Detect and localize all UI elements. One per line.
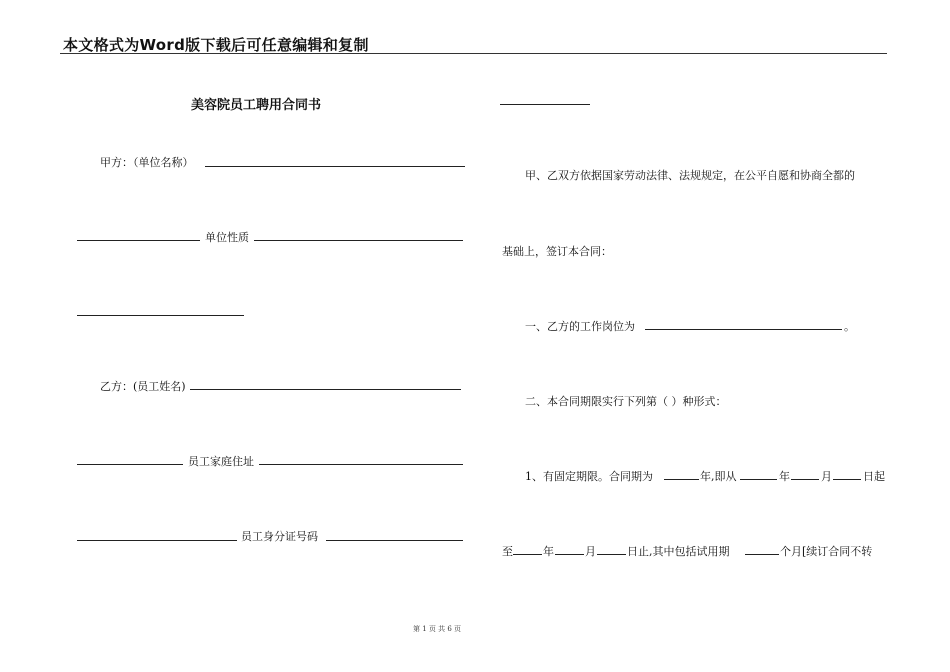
home-address-label: 员工家庭住址 (188, 455, 254, 468)
clause-2-item-2-text-2: 月 (585, 545, 596, 558)
start-year-blank (740, 479, 777, 480)
clause-2-item-1-prefix: 1、有固定期限。合同期为 (525, 470, 653, 483)
start-month-blank (791, 479, 819, 480)
clause-2-item-1-text-4: 日起 (863, 470, 885, 483)
unit-nature-label: 单位性质 (205, 231, 249, 244)
clause-2-item-2-prefix: 至 (502, 545, 513, 558)
header-divider (60, 53, 887, 54)
clause-1-end: 。 (844, 320, 855, 333)
contract-years-blank (664, 479, 699, 480)
id-number-label: 员工身分证号码 (241, 530, 318, 543)
party-a-name-blank (205, 166, 465, 167)
job-position-blank (645, 329, 842, 330)
clause-2-item-2-text-1: 年 (543, 545, 554, 558)
id-number-blank (326, 540, 463, 541)
clause-2-item-2-text-4: 个月[续订合同不转 (780, 545, 873, 558)
clause-2-item-1-text-2: 年 (779, 470, 790, 483)
preamble-line-1: 甲、乙双方依据国家劳动法律、法规规定，在公平自愿和协商全都的 (525, 169, 855, 182)
end-year-blank (513, 554, 542, 555)
clause-2-text: 二、本合同期限实行下列第（ ）种形式： (525, 395, 727, 408)
home-address-blank (259, 464, 463, 465)
document-title: 美容院员工聘用合同书 (191, 98, 322, 113)
unit-nature-blank (254, 240, 463, 241)
probation-months-blank (745, 554, 779, 555)
page-number: 第 1 页 共 6 页 (413, 625, 462, 633)
start-day-blank (833, 479, 861, 480)
preamble-line-2: 基础上，签订本合同： (502, 245, 612, 258)
right-top-blank (500, 104, 590, 105)
end-day-blank (597, 554, 626, 555)
end-month-blank (555, 554, 584, 555)
unit-prefix-blank (77, 240, 200, 241)
clause-2-item-2-text-3: 日止,其中包括试用期 (627, 545, 730, 558)
clause-1-text: 一、乙方的工作岗位为 (525, 320, 635, 333)
party-b-name-blank (190, 389, 461, 390)
download-notice-header: 本文格式为Word版下载后可任意编辑和复制 (63, 36, 369, 54)
party-b-label: 乙方：(员工姓名) (100, 380, 186, 393)
unit-extra-blank (77, 315, 244, 316)
clause-2-item-1-text-3: 月 (821, 470, 832, 483)
id-prefix-blank (77, 540, 237, 541)
address-prefix-blank (77, 464, 183, 465)
party-a-label: 甲方：（单位名称） (100, 156, 194, 169)
clause-2-item-1-text-1: 年,即从 (700, 470, 737, 483)
